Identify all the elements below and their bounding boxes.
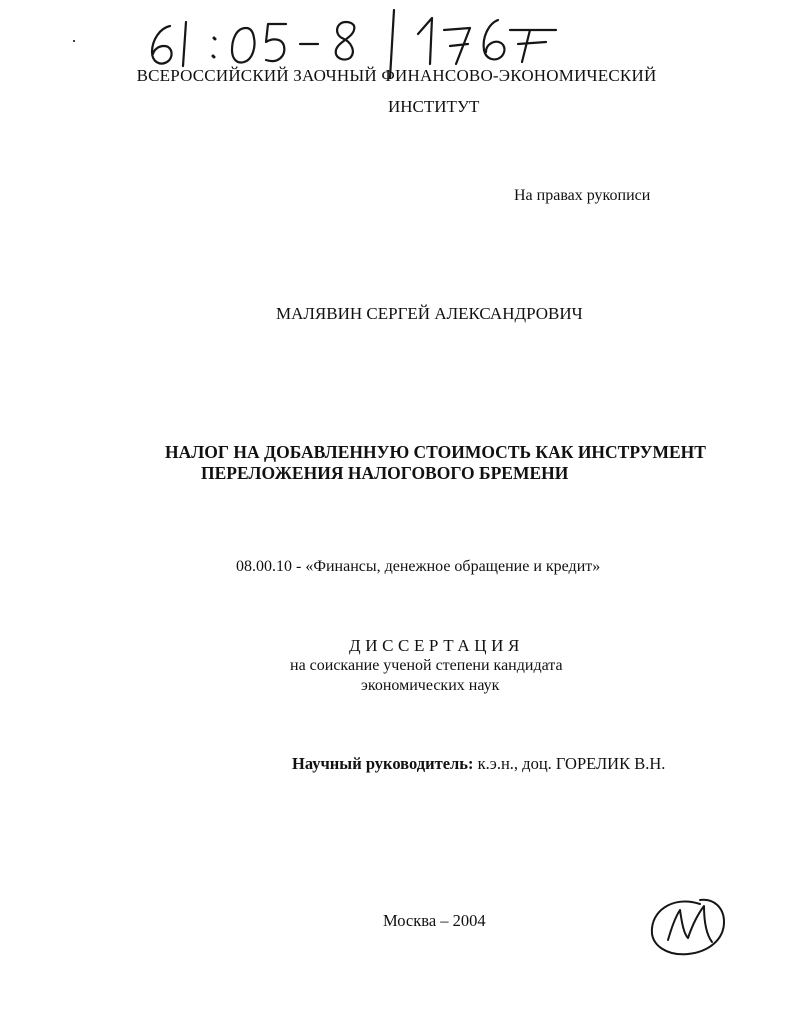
degree-line-2: экономических наук (361, 677, 500, 694)
supervisor-value: к.э.н., доц. ГОРЕЛИК В.Н. (473, 754, 666, 773)
rights-note: На правах рукописи (514, 187, 651, 204)
supervisor (292, 754, 665, 774)
degree-line-1: на соискание ученой степени кандидата (290, 657, 563, 674)
institute-name-line-2: ИНСТИТУТ (388, 97, 480, 116)
thesis-title-line-1: НАЛОГ НА ДОБАВЛЕННУЮ СТОИМОСТЬ КАК ИНСТРУМЕНТ (165, 442, 706, 462)
dissertation-heading: ДИССЕРТАЦИЯ (349, 636, 524, 655)
place-year: Москва – 2004 (383, 911, 486, 930)
specialty-code: 08.00.10 - «Финансы, денежное обращение и кредит» (236, 558, 601, 575)
signature-mark (652, 900, 724, 955)
supervisor-label: Научный руководитель: (292, 754, 474, 773)
author-name: МАЛЯВИН СЕРГЕЙ АЛЕКСАНДРОВИЧ (276, 304, 583, 323)
institute-name-line-1: ВСЕРОССИЙСКИЙ ЗАОЧНЫЙ ФИНАНСОВО-ЭКОНОМИЧЕСКИЙ (136, 66, 657, 85)
thesis-title-line-2: ПЕРЕЛОЖЕНИЯ НАЛОГОВОГО БРЕМЕНИ (201, 463, 569, 483)
scan-speck (73, 40, 75, 42)
